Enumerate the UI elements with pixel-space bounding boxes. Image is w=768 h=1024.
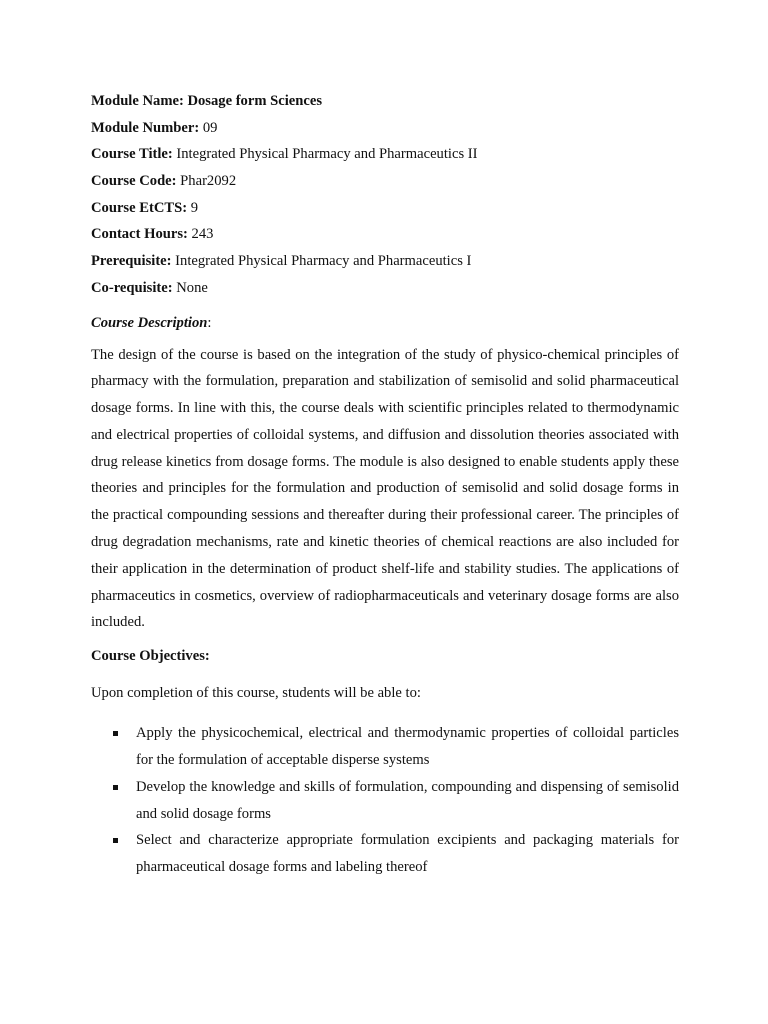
list-item <box>91 720 679 774</box>
contact-hours-label: Contact Hours: <box>91 226 188 243</box>
course-code-line <box>91 171 679 198</box>
prerequisite-label: Prerequisite: <box>91 253 172 270</box>
course-etcts-label: Course EtCTS: <box>91 199 188 216</box>
prerequisite-line <box>91 251 679 278</box>
square-bullet-icon <box>113 785 118 790</box>
corequisite-label: Co-requisite: <box>91 279 173 296</box>
course-title-label: Course Title: <box>91 146 173 163</box>
contact-hours-value: 243 <box>187 226 214 243</box>
course-objectives-heading: Course Objectives: <box>91 648 210 665</box>
module-number-line <box>91 118 679 145</box>
contact-hours-line <box>91 224 679 251</box>
list-item <box>91 774 679 828</box>
corequisite-value: None <box>172 279 208 296</box>
course-etcts-value: 9 <box>187 199 199 216</box>
course-etcts-line <box>91 198 679 225</box>
module-number-value: 09 <box>199 119 218 136</box>
module-name-line <box>91 91 679 118</box>
module-name-label: Module Name: Dosage form Sciences <box>91 93 323 109</box>
prerequisite-value: Integrated Physical Pharmacy and Pharmaceutics I <box>171 253 472 270</box>
objectives-intro: Upon completion of this course, students will be able to: <box>91 685 421 702</box>
list-item <box>91 827 679 881</box>
course-description-title: Course Description <box>91 314 208 331</box>
course-code-value: Phar2092 <box>176 173 237 190</box>
corequisite-line <box>91 278 679 305</box>
course-description-colon: : <box>207 314 212 331</box>
square-bullet-icon <box>113 731 118 736</box>
module-number-label: Module Number: <box>91 119 200 136</box>
objective-text: Develop the knowledge and skills of formulation, compounding and dispensing of semisolid and solid dosage forms <box>136 778 679 822</box>
course-description-text: The design of the course is based on the integration of the study of physico-chemical principles of pharmacy with the formulation, preparation and stabilization of semisolid and solid pharmaceutical dosage forms. In line with this, the course deals with scientific principles related to thermodynamic and electrical properties of colloidal systems, and diffusion and dissolution theories associated with drug release kinetics from dosage forms. The module is also designed to enable students apply these theories and principles for the formulation and production of semisolid and solid dosage forms in the practical compounding sessions and thereafter during their professional career. The principles of drug degradation mechanisms, rate and kinetic theories of chemical reactions are also included for their application in the determination of product shelf-life and stability studies. The applications of pharmaceutics in cosmetics, overview of radiopharmaceuticals and veterinary dosage forms are also included. <box>91 346 679 631</box>
course-title-value: Integrated Physical Pharmacy and Pharmaceutics II <box>172 146 478 163</box>
course-code-label: Course Code: <box>91 173 177 190</box>
square-bullet-icon <box>113 838 118 843</box>
course-title-line <box>91 144 679 171</box>
objective-text: Select and characterize appropriate formulation excipients and packaging materials for pharmaceutical dosage forms and labeling thereof <box>136 832 679 876</box>
course-info-fields <box>91 91 679 305</box>
objective-text: Apply the physicochemical, electrical and thermodynamic properties of colloidal particles for the formulation of acceptable disperse systems <box>136 725 679 769</box>
document-page <box>91 91 679 881</box>
objectives-list <box>91 720 679 881</box>
course-description-heading <box>91 313 679 333</box>
